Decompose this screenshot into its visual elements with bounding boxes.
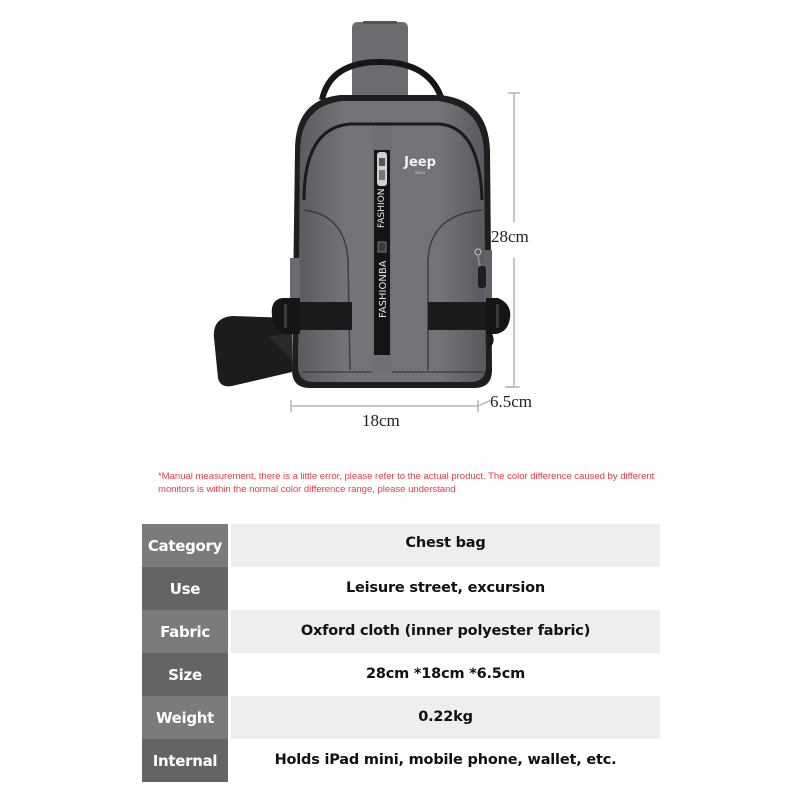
spec-row-use xyxy=(142,567,660,610)
spec-label: Use xyxy=(142,567,228,610)
height-dimension-label: 28cm xyxy=(491,227,529,246)
spec-label: Size xyxy=(142,653,228,696)
depth-dimension-label: 6.5cm xyxy=(490,392,533,411)
measurement-disclaimer: *Manual measurement, there is a little error, please refer to the actual product. The color difference caused by different monitors is within the normal color difference range, please understand xyxy=(158,471,655,495)
spec-label: Internal xyxy=(142,739,228,782)
spec-value: 0.22kg xyxy=(231,696,660,739)
svg-text:BULD: BULD xyxy=(415,171,425,175)
spec-value: Oxford cloth (inner polyester fabric) xyxy=(231,610,660,653)
spec-value: 28cm *18cm *6.5cm xyxy=(231,653,660,696)
spec-row-category xyxy=(142,524,660,567)
svg-text:FASHION: FASHION xyxy=(377,188,387,228)
spec-value: Holds iPad mini, mobile phone, wallet, etc. xyxy=(231,739,660,782)
spec-row-fabric xyxy=(142,610,660,653)
spec-value: Chest bag xyxy=(231,524,660,567)
spec-label: Weight xyxy=(142,696,228,739)
spec-label: Fabric xyxy=(142,610,228,653)
width-dimension-label: 18cm xyxy=(362,411,400,430)
brand-logo: Jeep xyxy=(404,155,436,170)
spec-row-internal xyxy=(142,739,660,782)
spec-row-size xyxy=(142,653,660,696)
spec-value: Leisure street, excursion xyxy=(231,567,660,610)
spec-label: Category xyxy=(142,524,228,567)
svg-text:FASHIONBA: FASHIONBA xyxy=(378,260,389,318)
spec-row-weight xyxy=(142,696,660,739)
left-compression-strap xyxy=(298,302,352,330)
right-compression-strap xyxy=(428,302,486,330)
specification-table xyxy=(142,524,660,782)
